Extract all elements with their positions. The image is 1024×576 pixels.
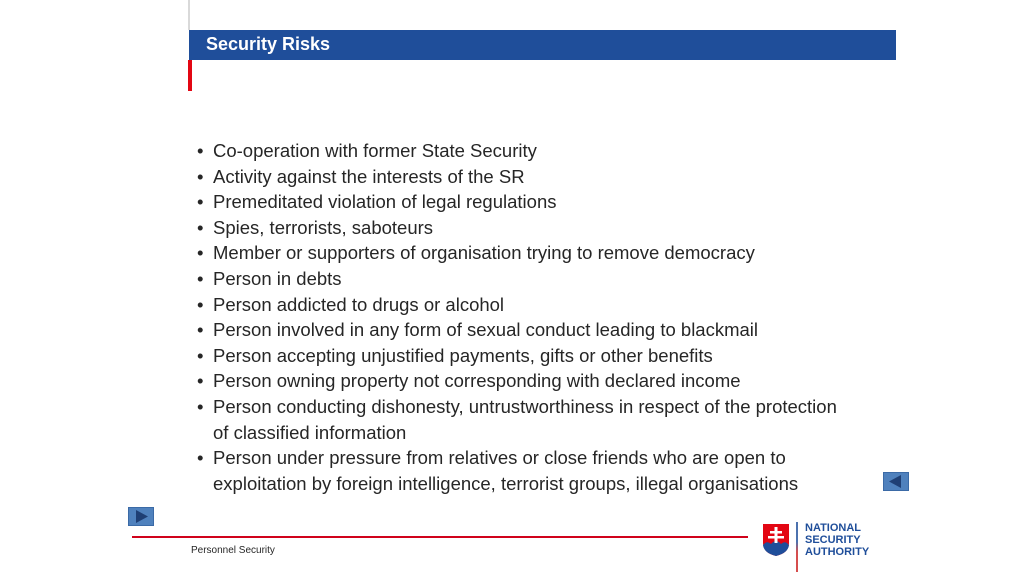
divider-line — [188, 0, 190, 30]
title-bar — [189, 30, 896, 60]
play-right-icon — [129, 508, 153, 525]
footer-text: Personnel Security — [191, 545, 275, 556]
logo-line: NATIONAL — [805, 522, 862, 534]
logo-line: AUTHORITY — [805, 546, 870, 558]
list-item: • Person in debts — [197, 266, 857, 292]
list-item: • Person under pressure from relatives or close friends who are open to exploitation by foreign intelligence, terrorist groups, illegal organisations — [197, 445, 857, 496]
accent-mark — [188, 60, 192, 91]
logo-line: SECURITY — [805, 534, 861, 546]
risk-list — [197, 138, 857, 496]
play-left-icon — [884, 473, 908, 490]
list-item: • Premeditated violation of legal regulations — [197, 189, 857, 215]
next-slide-button[interactable] — [128, 507, 154, 526]
list-item: • Member or supporters of organisation trying to remove democracy — [197, 240, 857, 266]
logo-text — [805, 522, 869, 558]
list-item: • Person owning property not corresponding with declared income — [197, 368, 857, 394]
list-item: • Activity against the interests of the SR — [197, 164, 857, 190]
previous-slide-button[interactable] — [883, 472, 909, 491]
list-item: • Person addicted to drugs or alcohol — [197, 292, 857, 318]
list-item: • Co-operation with former State Security — [197, 138, 857, 164]
list-item: • Person involved in any form of sexual conduct leading to blackmail — [197, 317, 857, 343]
slovak-coat-of-arms-icon — [762, 523, 790, 557]
logo-divider — [796, 522, 798, 572]
list-item: • Spies, terrorists, saboteurs — [197, 215, 857, 241]
list-item: • Person conducting dishonesty, untrustworthiness in respect of the protection of classified information — [197, 394, 857, 445]
list-item: • Person accepting unjustified payments, gifts or other benefits — [197, 343, 857, 369]
page-title: Security Risks — [206, 34, 331, 54]
footer-line — [132, 536, 748, 538]
